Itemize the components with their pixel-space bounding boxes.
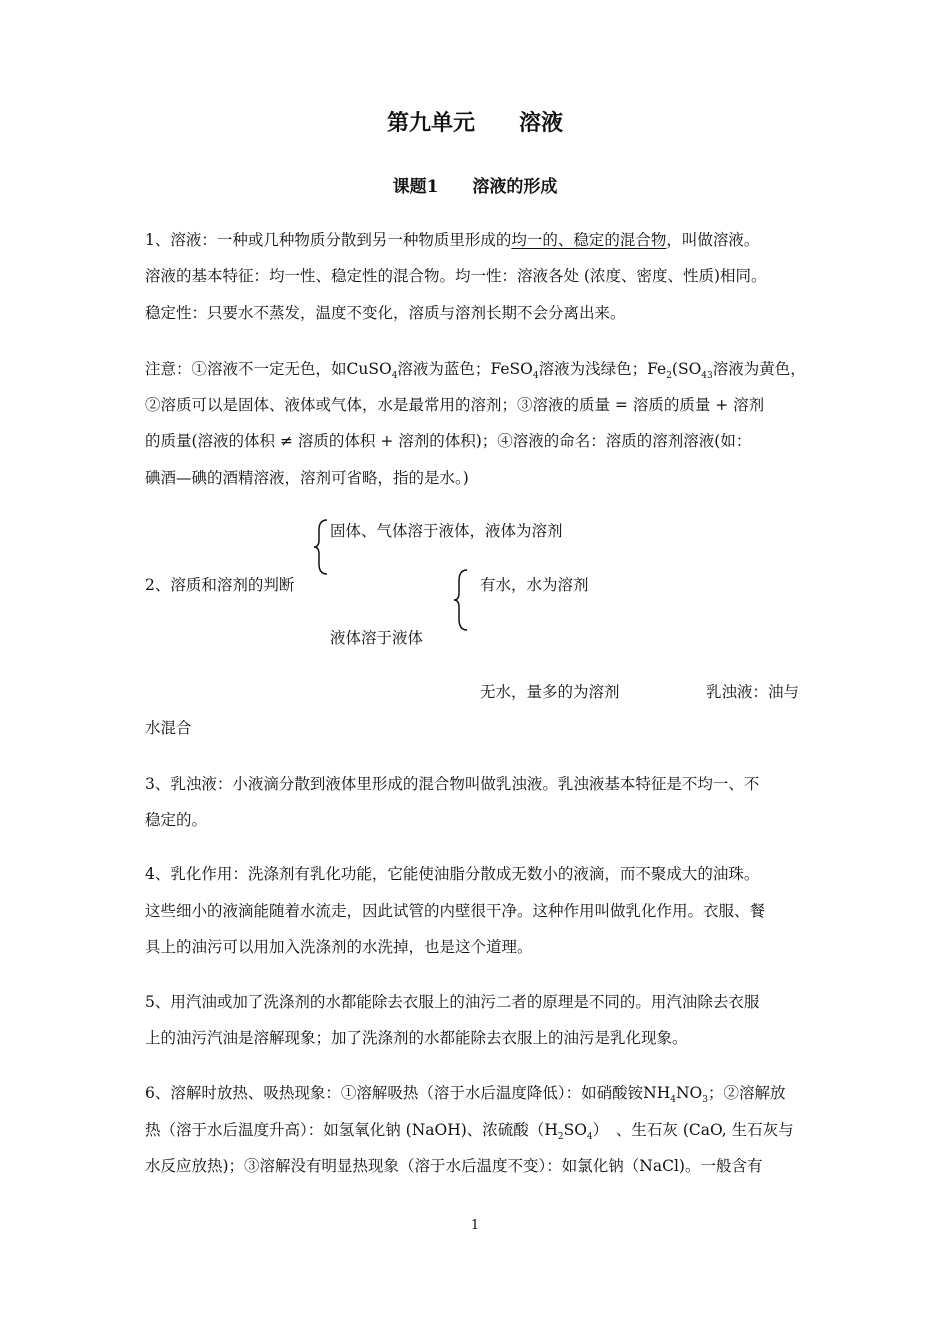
p4-line1: 4、乳化作用：洗涤剂有乳化功能，它能使油脂分散成无数小的液滴，而不聚成大的油珠。 <box>145 865 760 883</box>
p5-line1: 5、用汽油或加了洗涤剂的水都能除去衣服上的油污二者的原理是不同的。用汽油除去衣服 <box>145 993 760 1011</box>
emulsion-note-cont: 水混合 <box>145 719 192 737</box>
p3-line1: 3、乳浊液：小液滴分散到液体里形成的混合物叫做乳浊液。乳浊液基本特征是不均一、不 <box>145 775 760 793</box>
note-line4: 碘酒—碘的酒精溶液，溶剂可省略，指的是水。) <box>145 469 469 487</box>
brace-2 <box>452 568 470 632</box>
p6-line2: 热（溶于水后温度升高）：如氢氧化钠 (NaOH)、浓硫酸$(H_2SO_4)$ 、生石灰 (CaO, 生石灰与 <box>145 1121 794 1142</box>
solute-solvent-label: 2、溶质和溶剂的判断 <box>145 576 295 594</box>
note-line2: ②溶质可以是固体、液体或气体，水是最常用的溶剂；③溶液的质量 = 溶质的质量 + 溶剂 <box>145 396 765 414</box>
p4-line3: 具上的油污可以用加入洗涤剂的水洗掉，也是这个道理。 <box>145 938 533 956</box>
p1-line2: 溶液的基本特征：均一性、稳定性的混合物。均一性：溶液各处 (浓度、密度、性质)相同。 <box>145 267 767 285</box>
section-title: 课题1 溶液的形成 <box>392 177 558 197</box>
p1-line3: 稳定性：只要水不蒸发，温度不变化，溶质与溶剂长期不会分离出来。 <box>145 304 626 322</box>
p6-line3: 水反应放热)；③溶解没有明显热现象（溶于水后温度不变）：如氯化钠（NaCl)。一般含有 <box>145 1157 763 1175</box>
without-water: 无水，量多的为溶剂 <box>480 683 620 701</box>
emulsion-note: 乳浊液：油与 <box>706 683 800 701</box>
brace-1 <box>312 518 330 576</box>
solid-gas-in-liquid: 固体、气体溶于液体，液体为溶剂 <box>330 522 563 540</box>
page-number: 1 <box>470 1218 480 1233</box>
p5-line2: 上的油污汽油是溶解现象；加了洗涤剂的水都能除去衣服上的油污是乳化现象。 <box>145 1029 688 1047</box>
p4-line2: 这些细小的液滴能随着水流走，因此试管的内壁很干净。这种作用叫做乳化作用。衣服、餐 <box>145 902 766 920</box>
page-title: 第九单元 溶液 <box>386 110 563 136</box>
note-line1: 注意：①溶液不一定无色，如CuSO$_4$溶液为蓝色；FeSO$_4$溶液为浅绿色；$Fe_2(SO_{43}$溶液为黄色， <box>145 360 806 381</box>
underlined-definition: 均一的、稳定的混合物 <box>511 231 667 249</box>
liquid-in-liquid: 液体溶于液体 <box>330 629 424 647</box>
p6-line1: 6、溶解时放热、吸热现象：①溶解吸热（溶于水后温度降低）：如硝酸铵$NH_4NO_3$；②溶解放 <box>145 1084 786 1105</box>
with-water: 有水，水为溶剂 <box>480 576 589 594</box>
note-line3: 的质量(溶液的体积 ≠ 溶质的体积 + 溶剂的体积)；④溶液的命名：溶质的溶剂溶液(如： <box>145 432 752 450</box>
p1-line1: 1、溶液：一种或几种物质分散到另一种物质里形成的均一的、稳定的混合物，叫做溶液。 <box>145 231 760 249</box>
p3-line2: 稳定的。 <box>145 811 208 829</box>
